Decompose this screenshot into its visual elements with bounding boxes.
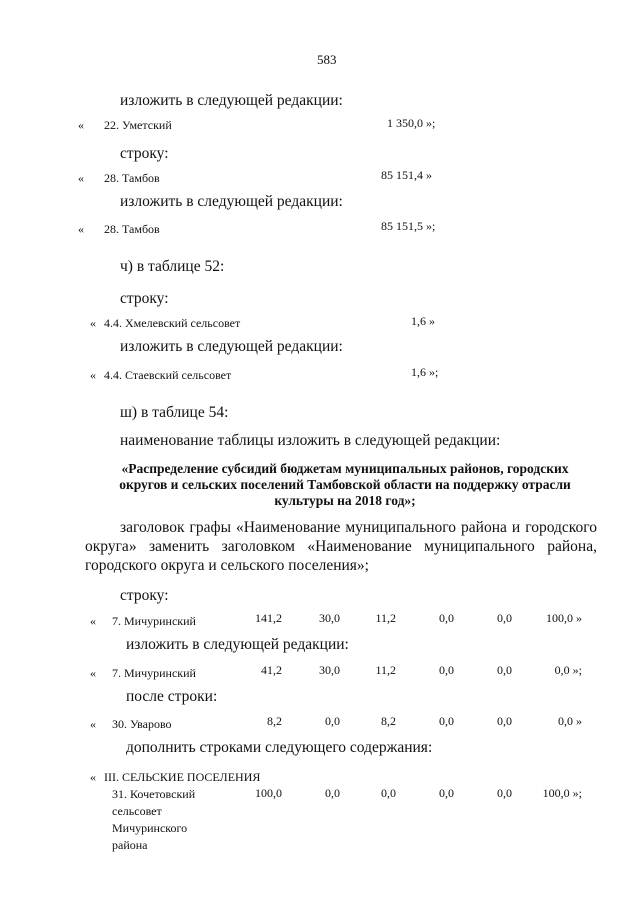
row-cell: 0,0 [497, 663, 512, 677]
section-heading: ш) в таблице 54: [120, 404, 229, 421]
section-heading: ч) в таблице 52: [120, 258, 225, 275]
row-name: 28. Тамбов [104, 171, 160, 185]
row-cell: 0,0 [325, 714, 340, 728]
row-cell: 8,2 [381, 714, 396, 728]
row-cell: 100,0 » [546, 611, 582, 625]
row-cell: 0,0 [439, 786, 454, 800]
instruction-line: наименование таблицы изложить в следующей редакции: [120, 432, 501, 449]
row-cell: 0,0 [439, 611, 454, 625]
row-cell: 30,0 [319, 663, 340, 677]
instruction-line: изложить в следующей редакции: [120, 92, 343, 109]
quote-mark: « [78, 222, 84, 236]
page-number: 583 [317, 52, 337, 67]
quote-mark: « [78, 118, 84, 132]
paragraph: заголовок графы «Наименование муниципального района и городского округа» заменить заголовком «Наименование муниципального района, городского округа и сельского поселения»; [85, 519, 597, 574]
row-cell: 0,0 [497, 611, 512, 625]
row-cell: 11,2 [375, 611, 396, 625]
instruction-line: изложить в следующей редакции: [120, 338, 343, 355]
row-cell: 100,0 »; [542, 786, 582, 800]
quote-mark: « [90, 717, 96, 731]
row-cell: 100,0 [255, 786, 282, 800]
table-title-line: культуры на 2018 год»; [274, 493, 416, 508]
row-name: 4.4. Стаевский сельсовет [104, 368, 232, 382]
row-value: 1 350,0 »; [387, 116, 436, 130]
quote-mark: « [90, 666, 96, 680]
row-cell: 41,2 [261, 663, 282, 677]
row-cell: 8,2 [267, 714, 282, 728]
row-cell: 0,0 » [558, 714, 582, 728]
row-cell: 0,0 [439, 714, 454, 728]
table-title-line: «Распределение субсидий бюджетам муниципальных районов, городских [121, 461, 569, 476]
instruction-line: дополнить строками следующего содержания: [126, 739, 433, 756]
row-name: 30. Уварово [112, 717, 172, 731]
row-value: 1,6 » [411, 314, 435, 328]
instruction-line: строку: [120, 587, 169, 604]
row-cell: 0,0 [381, 786, 396, 800]
row-cell: 0,0 [439, 663, 454, 677]
table-title-line: округов и сельских поселений Тамбовской области на поддержку отрасли [119, 477, 571, 492]
quote-mark: « [78, 171, 84, 185]
row-cell: 30,0 [319, 611, 340, 625]
row-cell: 141,2 [255, 611, 282, 625]
row-name-line: района [112, 838, 148, 852]
row-name: 7. Мичуринский [112, 614, 196, 628]
instruction-line: строку: [120, 290, 169, 307]
row-name: 28. Тамбов [104, 222, 160, 236]
section-label: III. СЕЛЬСКИЕ ПОСЕЛЕНИЯ [104, 770, 261, 784]
row-value: 85 151,4 » [381, 168, 432, 182]
row-cell: 0,0 [497, 714, 512, 728]
quote-mark: « [90, 316, 96, 330]
quote-mark: « [90, 368, 96, 382]
quote-mark: « [90, 770, 96, 784]
instruction-line: строку: [120, 145, 169, 162]
row-name-line: сельсовет [112, 804, 162, 818]
row-cell: 0,0 [497, 786, 512, 800]
row-value: 85 151,5 »; [381, 219, 436, 233]
row-value: 1,6 »; [411, 365, 439, 379]
row-name: 4.4. Хмелевский сельсовет [104, 316, 241, 330]
row-name-line: Мичуринского [112, 821, 188, 835]
row-cell: 11,2 [375, 663, 396, 677]
quote-mark: « [90, 614, 96, 628]
row-cell: 0,0 [325, 786, 340, 800]
row-cell: 0,0 »; [554, 663, 582, 677]
instruction-line: после строки: [126, 688, 218, 705]
row-name: 7. Мичуринский [112, 666, 196, 680]
row-name-line: 31. Кочетовский [112, 787, 196, 801]
instruction-line: изложить в следующей редакции: [120, 193, 343, 210]
instruction-line: изложить в следующей редакции: [126, 636, 349, 653]
row-name: 22. Уметский [104, 118, 172, 132]
